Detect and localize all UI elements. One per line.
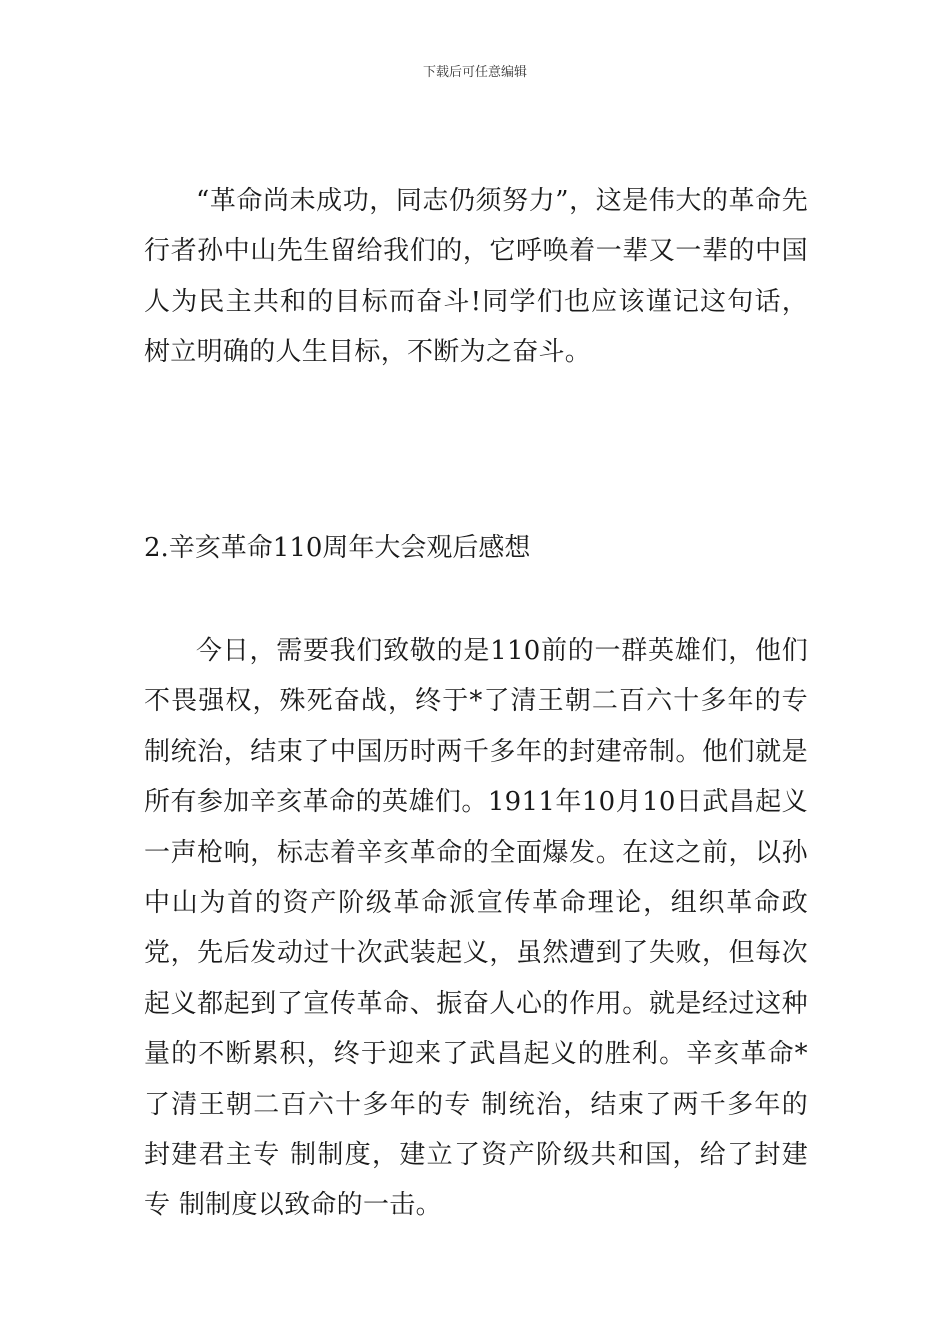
body-paragraph-2: 今日，需要我们致敬的是110前的一群英雄们，他们不畏强权，殊死奋战，终于*了清王朝二百六十多年的专 制统治，结束了中国历时两千多年的封建帝制。他们就是所有参加辛亥革命的英雄们。1911年10月10日武昌起义一声枪响，标志着辛亥革命的全面爆发。在这之前，以孙中山为首的资产阶级革命派宣传革命理论，组织革命政党，先后发动过十次武装起义，虽然遭到了失败，但每次起义都起到了宣传革命、振奋人心的作用。就是经过这种量的不断累积，终于迎来了武昌起义的胜利。辛亥革命*了清王朝二百六十多年的专 制统治，结束了两千多年的封建君主专 制制度，建立了资产阶级共和国，给了封建专 制制度以致命的一击。 — [144, 636, 808, 1221]
page-header: 下载后可任意编辑 — [422, 65, 527, 80]
section-heading: 2.辛亥革命110周年大会观后感想 — [144, 533, 531, 563]
body-paragraph-1: “革命尚未成功，同志仍须努力”，这是伟大的革命先行者孙中山先生留给我们的，它呼唤着一辈又一辈的中国人为民主共和的目标而奋斗!同学们也应该谨记这句话，树立明确的人生目标，不断为之奋斗。 — [144, 186, 808, 368]
